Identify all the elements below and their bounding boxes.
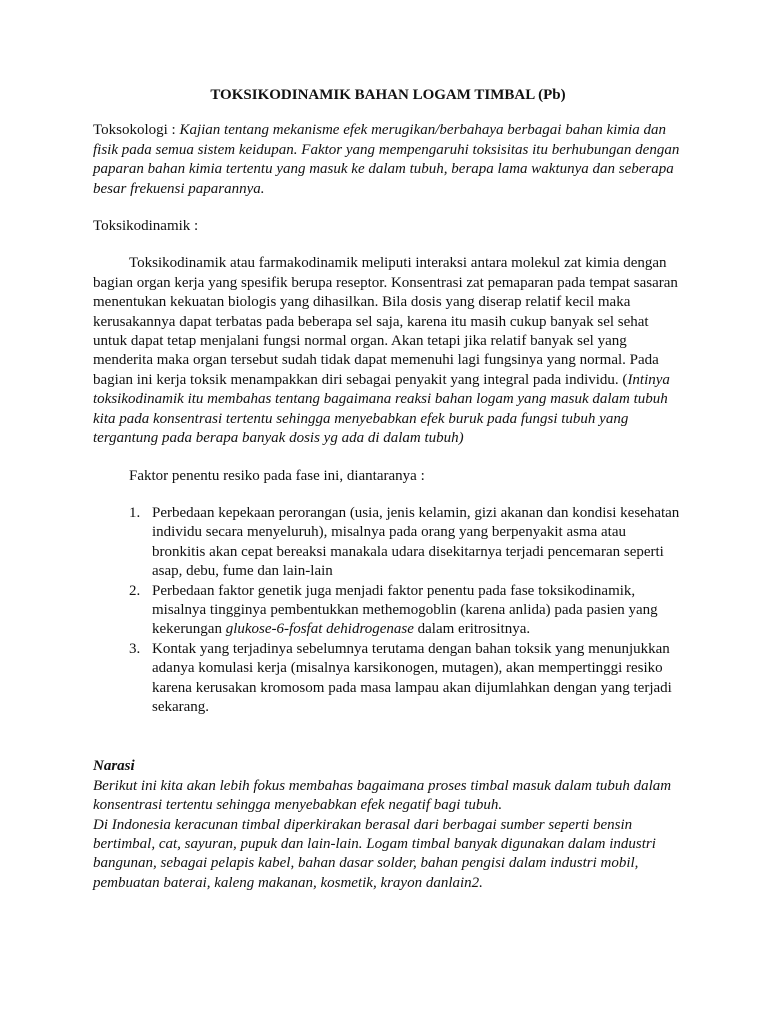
toksokologi-paragraph (93, 121, 683, 199)
list-item (93, 582, 683, 640)
list-text: Kontak yang terjadinya sebelumnya terutama dengan bahan toksik yang menunjukkan adanya komulasi kerja (misalnya karsikonogen, mutagen), akan mempertinggi resiko karena kerusakan kromosom pada masa lampau akan dijumlahkan dengan yang terjadi sekarang. (152, 640, 672, 715)
document-title: TOKSIKODINAMIK BAHAN LOGAM TIMBAL (Pb) (210, 87, 566, 103)
narasi-paragraph-1: Berikut ini kita akan lebih fokus membahas bagaimana proses timbal masuk dalam tubuh dalam konsentrasi tertentu sehingga menyebabkan efek negatif bagi tubuh. (93, 777, 672, 814)
list-text: Perbedaan faktor genetik juga menjadi faktor penentu pada fase toksikodinamik, misalnya tingginya pembentukkan methemogoblin (karena anlida) pada pasien yang kekerungan (152, 582, 658, 638)
list-italic: glukose-6-fosfat dehidrogenase (225, 621, 414, 638)
paragraph-text: Toksikodinamik atau farmakodinamik meliputi interaksi antara molekul zat kimia dengan bagian organ kerja yang spesifik berupa reseptor. Konsentrasi zat pemaparan pada tempat sasaran menentukan kekuatan biologis yang dihasilkan. Bila dosis yang diserap relatif kecil maka kerusakannya dapat terbatas pada beberapa sel saja, karena itu masih cukup banyak sel sehat untuk dapat tetap menjalani fungsi normal organ. Akan tetapi jika relatif banyak sel yang menderita maka organ tersebut sudah tidak dapat memenuhi lagi fungsinya yang normal. Pada bagian ini kerja toksik menampakkan diri sebagai penyakit yang integral pada individu. ( (93, 255, 678, 388)
toksikodinamik-label: Toksikodinamik : (93, 218, 199, 235)
list-number: 2. (129, 582, 141, 599)
list-text: Perbedaan kepekaan perorangan (usia, jenis kelamin, gizi akanan dan kondisi kesehatan individu secara menyeluruh), misalnya pada orang yang berpenyakit asma atau bronkitis akan cepat bereaksi manakala udara disekitarnya terjadi pencemaran seperti asap, debu, fume dan lain-lain (152, 504, 680, 580)
document-page (93, 86, 683, 893)
list-number: 3. (129, 640, 141, 657)
narasi-heading: Narasi (93, 758, 135, 775)
list-item (93, 504, 683, 582)
toksokologi-definition: Kajian tentang mekanisme efek merugikan/berbahaya berbagai bahan kimia dan fisik pada semua sistem keidupan. Faktor yang mempengaruhi toksisitas itu berhubungan dengan paparan bahan kimia tertentu yang masuk ke dalam tubuh, berapa lama waktunya dan seberapa besar frekuensi paparannya. (93, 122, 680, 197)
faktor-intro: Faktor penentu resiko pada fase ini, diantaranya : (129, 467, 425, 484)
toksikodinamik-paragraph (93, 254, 683, 448)
list-number: 1. (129, 504, 141, 521)
paragraph-italic: Intinya toksikodinamik itu membahas tentang bagaimana reaksi bahan logam yang masuk dalam tubuh kita pada konsentrasi tertentu sehingga menyebabkan efek buruk pada fungsi tubuh yang tergantung pada berapa banyak dosis yg ada di dalam tubuh) (93, 371, 670, 447)
narasi-paragraph-2: Di Indonesia keracunan timbal diperkirakan berasal dari berbagai sumber seperti bensin bertimbal, cat, sayuran, pupuk dan lain-lain. Logam timbal banyak digunakan dalam industri bangunan, sebagai pelapis kabel, bahan dasar solder, bahan pengisi dalam industri mobil, pembuatan baterai, kaleng makanan, kosmetik, krayon danlain2. (93, 816, 656, 891)
list-text-after: dalam eritrositnya. (413, 621, 531, 638)
faktor-list (93, 504, 683, 717)
toksokologi-label: Toksokologi : (93, 122, 180, 139)
list-item (93, 640, 683, 718)
